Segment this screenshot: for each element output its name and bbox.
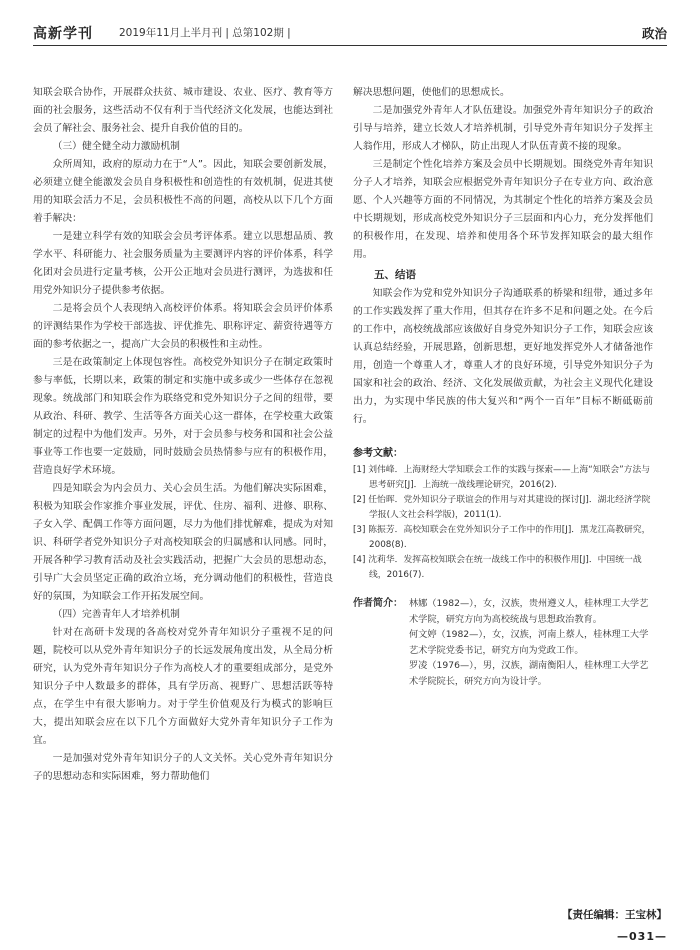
body-paragraph: 知联会作为党和党外知识分子沟通联系的桥梁和纽带，通过多年的工作实践发挥了重大作用，但其存在许多不足和问题之处。在今后的工作中，高校统战部应该做好自身党外知识分子工作，知联会应该认真总结经验，开展思路，创新思想，更好地发挥党外人才储备池作用，创造一个尊重人才，尊重人才的良好环境，引导党外知识分子为国家和社会的政治、经济、文化发展做贡献，为社会主义现代化建设出力，为实现中华民族的伟大复兴和“两个一百年”目标不断砥砺前行。 — [353, 288, 653, 425]
author-intro-label: 作者简介： — [353, 598, 403, 609]
responsible-editor: 【责任编辑：王宝林】 — [562, 909, 667, 921]
left-intro-paragraph: 知联会联合协作，开展群众扶贫、城市建设、农业、医疗、教育等方面的社会服务，这些活动不仅有利于当代经济文化发展，也能达到社会员了解社会、服务社会、提升自我价值的目的。 — [33, 87, 333, 134]
left-column — [33, 84, 333, 786]
right-intro-paragraph: 解决思想问题，使他们的思想成长。 — [353, 87, 510, 98]
body-paragraph: 三是在政策制定上体现包容性。高校党外知识分子在制定政策时参与率低，长期以来，政策的制定和实施中或多或少一些体存在忽视现象。统战部门和知联会作为联络党和党外知识分子之间的纽带，要从政治、科研、教学、生活等各方面关心这一群体，在学校重大政策制定的过程中为他们发声。另外，对于会员参与校务和国和社会公益事业等工作也要一定鼓励，同时鼓励会员热情参与应有的积极作用，营造良好学术环境。 — [33, 357, 333, 476]
journal-name: 高新学刊 — [33, 26, 93, 42]
reference-item: [2] 任怡晖．党外知识分子联谊会的作用与对其建设的探讨[J]．湖北经济学院学报(人文社会科学版)，2011(1). — [353, 495, 651, 520]
reference-item: [1] 刘伟峰．上海财经大学知联会工作的实践与探索——上海“知联会”方法与思考研究[J]．上海统一战线理论研究，2016(2). — [353, 465, 651, 490]
author-intro — [353, 596, 653, 689]
section-heading-conclusion: 五、结语 — [374, 269, 416, 281]
section-name: 政治 — [641, 26, 667, 41]
author-entry: 罗凌（1976—），男，汉族，湖南衡阳人，桂林理工大学艺术学院院长，研究方向为设计学。 — [409, 660, 649, 687]
body-paragraph: 一是加强对党外青年知识分子的人文关怀。关心党外青年知识分子的思想动态和实际困难，努力帮助他们 — [33, 753, 333, 782]
author-entry: 何文婷（1982—），女，汉族，河南上蔡人，桂林理工大学艺术学院党委书记，研究方向为党政工作。 — [409, 629, 649, 656]
reference-item: [3] 陈振芳．高校知联会在党外知识分子工作中的作用[J]．黑龙江高教研究，2008(8). — [353, 525, 651, 550]
subsection-heading-3: （三）健全健全动力激励机制 — [52, 141, 180, 152]
references-list — [353, 463, 653, 582]
author-entry: 林娜（1982—），女，汉族，贵州遵义人，桂林理工大学艺术学院，研究方向为高校统战与思想政治教育。 — [409, 598, 649, 625]
references-title: 参考文献： — [353, 448, 403, 459]
subsection-heading-4: （四）完善青年人才培养机制 — [52, 609, 180, 620]
reference-item: [4] 沈莉华．发挥高校知联会在统一战线工作中的积极作用[J]．中国统一战线，2016(7). — [353, 555, 642, 580]
issue-info: 2019年11月上半月刊 | 总第102期 | — [119, 27, 291, 39]
page-number: —031— — [617, 930, 667, 943]
body-paragraph: 四是知联会为内会员力、关心会员生活。为他们解决实际困难，积极为知联会作家推介事业发展，评优、住房、福利、进修、职称、子女入学、配偶工作等方面问题，尽力为他们排忧解难，提成为对知识、科研学者党外知识分子对高校知联会的归属感和认同感。同时，开展各种学习教育活动及社会实践活动，把握广大会员的思想动态，引导广大会员坚定正确的政治立场，充分调动他们的积极性，营造良好的氛围，为知联会工作开拓发展空间。 — [33, 483, 333, 602]
body-paragraph: 一是建立科学有效的知联会会员考评体系。建立以思想品质、教学水平、科研能力、社会服务质量为主要测评内容的评价体系，科学化团对会员进行定量考核，公开公正地对会员进行测评，为选拔和任用党外知识分子提供参考依据。 — [33, 231, 333, 296]
body-paragraph: 针对在高研卡发现的各高校对党外青年知识分子重视不足的问题，院校可以从党外青年知识分子的长远发展角度出发，从全局分析研究，认为党外青年知识分子作为高校人才的重要组成部分，是党外知识分子中人数最多的群体，具有学历高、视野广、思想活跃等特点，在学生中有很大影响力。对于学生价值观及行为模式的影响巨大，提出知联会应在以下几个方面做好大党外青年知识分子工作为宜。 — [33, 627, 333, 746]
page-header — [33, 20, 667, 46]
body-paragraph: 众所周知，政府的原动力在于“人”。因此，知联会要创新发展，必须建立健全能激发会员自身积极性和创造性的有效机制，促进其使用的知联会活力不足，会员积极性不高的问题，高校从以下几个方面着手解决： — [33, 159, 333, 224]
body-paragraph: 三是制定个性化培养方案及会员中长期规划。围绕党外青年知识分子人才培养，知联会应根据党外青年知识分子在专业方向、政治意愿、个人兴趣等方面的不同情况，为其制定个性化的培养方案及会员中长期规划，形成高校党外知识分子三层面和内心力，充分发挥他们的积极作用，在发现、培养和使用各个环节发挥知联会的最大组作用。 — [353, 159, 653, 260]
author-entries — [409, 596, 653, 689]
right-column — [353, 84, 653, 689]
body-paragraph: 二是将会员个人表现纳入高校评价体系。将知联会会员评价体系的评测结果作为学校干部选拔、评优推先、职称评定、薪资待遇等方面的参考依据之一，提高广大会员的积极性和主动性。 — [33, 303, 333, 350]
body-paragraph: 二是加强党外青年人才队伍建设。加强党外青年知识分子的政治引导与培养，建立长效人才培养机制，引导党外青年知识分子发挥主人翁作用，形成人才梯队，防止出现人才队伍青黄不接的现象。 — [353, 105, 653, 152]
